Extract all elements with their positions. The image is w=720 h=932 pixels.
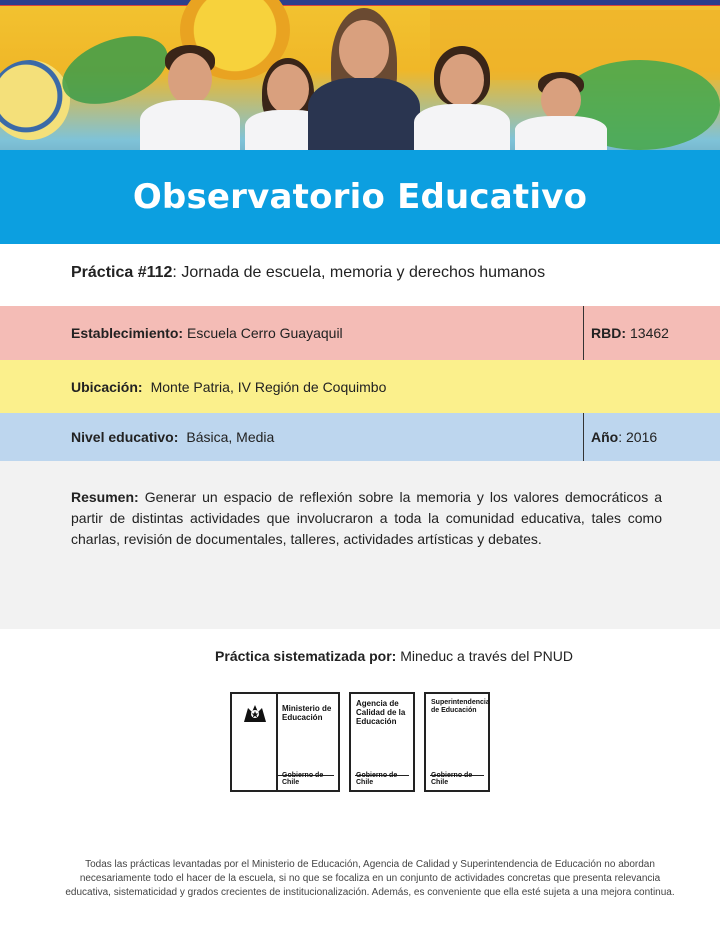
logo-ministerio-educacion <box>230 692 340 792</box>
summary-section <box>0 461 720 629</box>
year-label: Año <box>591 429 619 445</box>
logo-gobierno-label: Gobierno de Chile <box>282 772 324 786</box>
level-cell <box>0 413 274 461</box>
title-band <box>0 150 720 244</box>
student-figure <box>414 46 510 150</box>
logo-name: Ministerio de Educación <box>282 704 332 722</box>
rbd-label: RBD: <box>591 325 626 341</box>
level-label: Nivel educativo: <box>71 429 179 445</box>
location-label: Ubicación: <box>71 378 143 395</box>
logo-name: Superintendencia de Educación <box>431 699 490 714</box>
year-value: : 2016 <box>618 429 658 445</box>
practice-title: : Jornada de escuela, memoria y derechos humanos <box>172 264 546 281</box>
logo-name: Agencia de Calidad de la Educación <box>356 699 406 726</box>
chile-coat-of-arms-icon <box>240 702 270 724</box>
credit-label: Práctica sistematizada por: <box>215 648 397 664</box>
practice-heading <box>0 244 720 306</box>
location-cell <box>0 360 386 413</box>
location-row <box>0 360 720 413</box>
logo-gobierno-label: Gobierno de Chile <box>356 772 398 786</box>
rbd-cell <box>520 306 669 360</box>
hero-top-stripe <box>0 0 720 5</box>
logo-superintendencia <box>424 692 490 792</box>
logo-gobierno-label: Gobierno de Chile <box>431 772 473 786</box>
mural-bee <box>0 60 70 140</box>
credit-line <box>0 648 720 664</box>
student-figure <box>140 45 240 150</box>
establishment-value: Escuela Cerro Guayaquil <box>187 325 343 341</box>
establishment-cell <box>0 306 343 360</box>
summary-label: Resumen: <box>71 489 139 505</box>
credit-value: Mineduc a través del PNUD <box>400 648 573 664</box>
teacher-figure <box>308 8 420 150</box>
logo-agencia-calidad <box>349 692 415 792</box>
establishment-label: Establecimiento: <box>71 325 184 341</box>
institution-logos <box>0 692 720 792</box>
student-figure <box>515 72 607 150</box>
year-cell <box>520 413 657 461</box>
level-value: Básica, Media <box>186 429 275 445</box>
establishment-row <box>0 306 720 360</box>
page-title: Observatorio Educativo <box>132 177 588 217</box>
footer-disclaimer: Todas las prácticas levantadas por el Ministerio de Educación, Agencia de Calidad y Superintendencia de Educación no abordan necesariamente todo el hacer de la escuela, si no que se focaliza en un conjunto de actividades concretas que presenta relevancia educativa, sistematicidad y grados crecientes de institucionalización. Además, es conveniente que ella esté sujeta a una mejora continua. <box>65 859 675 898</box>
rbd-value: 13462 <box>630 325 669 341</box>
practice-label: Práctica #112 <box>71 264 173 281</box>
hero-photo <box>0 0 720 150</box>
summary-text: Generar un espacio de reflexión sobre la memoria y los valores democráticos a partir de distintas actividades que involucraron a toda la comunidad educativa, tales como charlas, revisión de documentales, talleres, actividades artísticas y debates. <box>71 489 662 547</box>
location-value: Monte Patria, IV Región de Coquimbo <box>150 378 387 395</box>
level-row <box>0 413 720 461</box>
